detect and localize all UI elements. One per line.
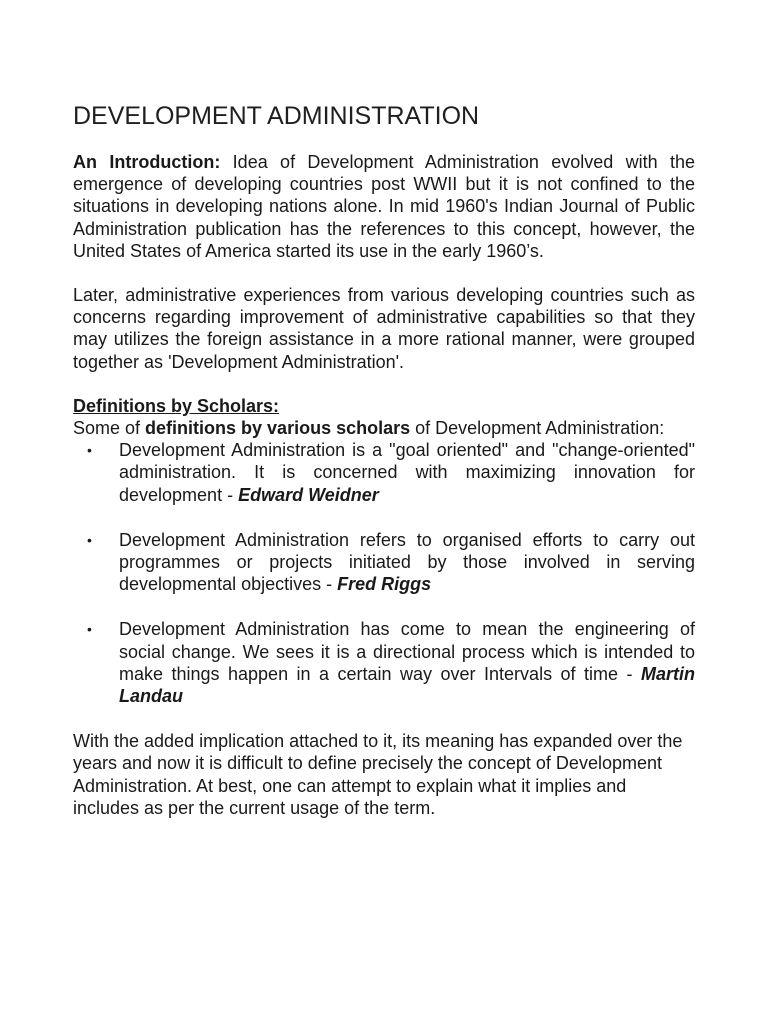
definitions-list (73, 439, 695, 707)
intro-paragraph (73, 151, 695, 262)
definition-author: Fred Riggs (337, 574, 432, 595)
intro-text: Idea of Development Administration evolved with the emergence of developing countries post WWII but it is not confined to the situations in developing nations alone. In mid 1960's Indian Journal of Public Administration publication has the references to this concept, however, the United States of America started its use in the early 1960’s. (73, 152, 695, 261)
intro-label: An Introduction: (73, 152, 221, 172)
definition-author: Edward Weidner (238, 484, 379, 505)
bullet-icon: • (87, 531, 92, 548)
list-item (73, 618, 695, 707)
list-item (73, 439, 695, 506)
closing-paragraph: With the added implication attached to it, its meaning has expanded over the years and now it is difficult to define precisely the concept of Development Administration. At best, one can attempt to explain what it implies and includes as per the current usage of the term. (73, 731, 683, 818)
list-item (73, 529, 695, 596)
definition-text: Development Administration is a "goal oriented" and "change-oriented" administration. It is concerned with maximizing innovation for development - (119, 440, 695, 505)
page-title: DEVELOPMENT ADMINISTRATION (73, 102, 480, 130)
document-page (73, 102, 695, 819)
definition-text: Development Administration refers to organised efforts to carry out programmes or projects initiated by those involved in serving developmental objectives - (119, 529, 695, 595)
bullet-icon: • (87, 442, 92, 459)
definition-author: Martin Landau (119, 663, 695, 707)
definitions-intro-bold: definitions by various scholars (145, 418, 411, 439)
definitions-heading: Definitions by Scholars: (73, 395, 280, 416)
bullet-icon: • (87, 621, 92, 638)
definition-text: Development Administration has come to mean the engineering of social change. We sees it is a directional process which is intended to make things happen in a certain way over Intervals of time - (119, 619, 695, 684)
later-paragraph: Later, administrative experiences from various developing countries such as concerns regarding improvement of administrative capabilities so that they may utilizes the foreign assistance in a more rational manner, were grouped together as 'Development Administration'. (73, 285, 695, 372)
definitions-intro-prefix: Some of (73, 418, 146, 439)
definitions-intro-suffix: of Development Administration: (410, 418, 665, 439)
definitions-intro (73, 417, 695, 439)
